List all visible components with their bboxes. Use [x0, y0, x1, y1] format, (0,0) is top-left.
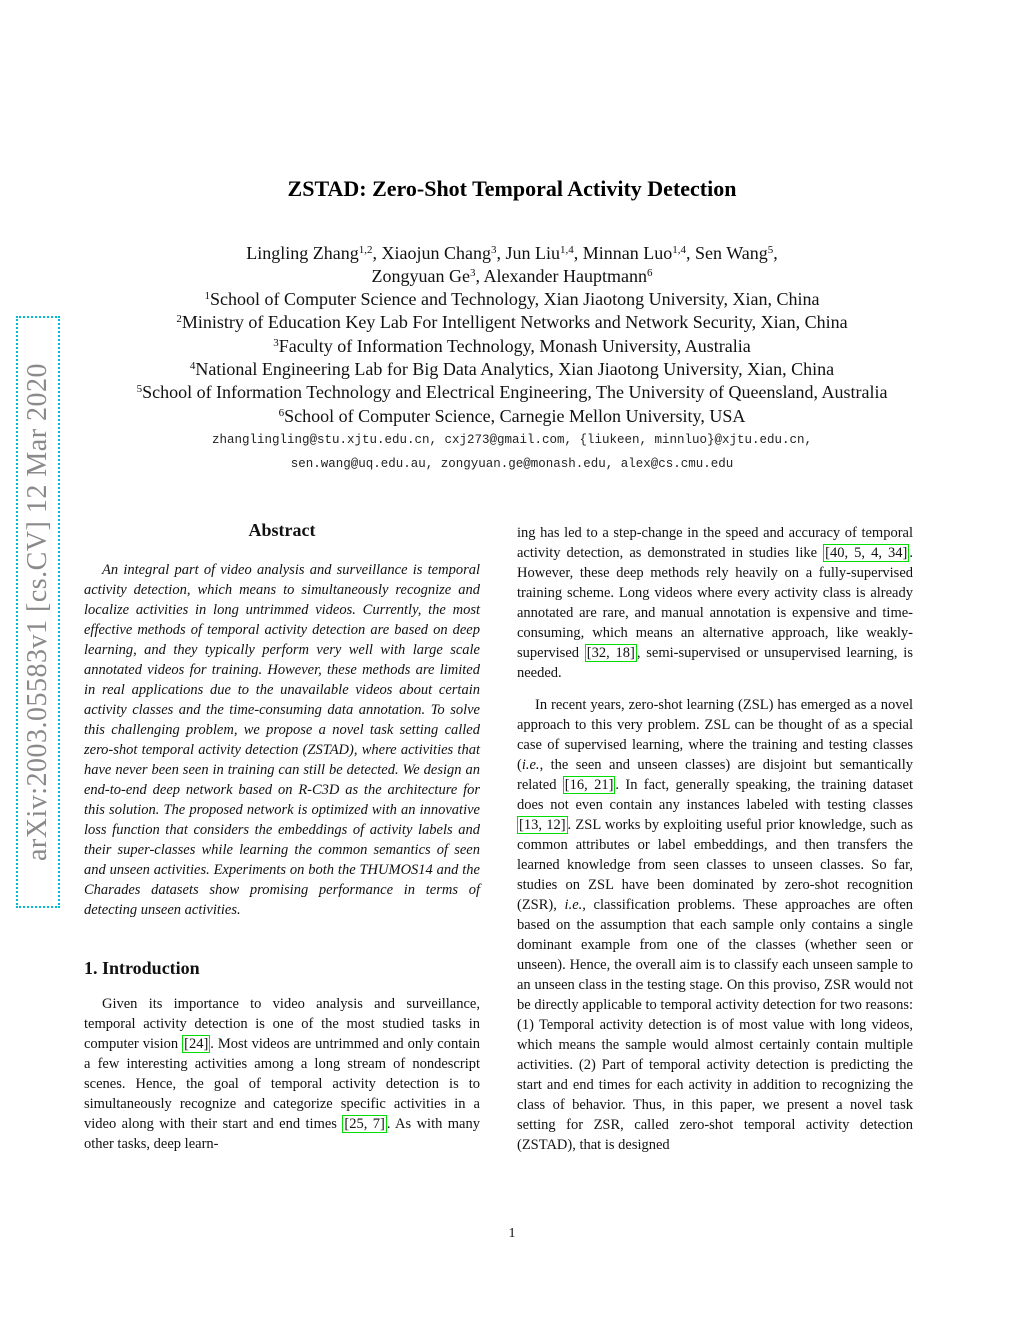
author-name: Lingling Zhang	[246, 243, 359, 263]
affiliation-1	[0, 288, 1024, 311]
citation-link[interactable]: [24]	[184, 1036, 209, 1052]
affiliation-text: National Engineering Lab for Big Data Analytics, Xian Jiaotong University, Xian, China	[195, 359, 835, 379]
paragraph-text: , the seen and unseen classes) are disjoint but semantically related	[517, 757, 913, 793]
affiliation-number: 2	[176, 313, 182, 325]
italic-abbreviation: i.e.	[564, 897, 583, 913]
author-affil-marker: 5	[767, 244, 774, 256]
arxiv-stamp-text: arXiv:2003.05583v1 [cs.CV] 12 Mar 2020	[22, 362, 53, 862]
paragraph-text: , classification problems. These approaches are often based on the assumption that each sample only contains a single dominant example from one of the classes (whether seen or unseen). Hence, the overall aim is to classify each unseen sample to an unseen class in the testing stage. On this proviso, ZSR would not be directly applicable to temporal activity detection for two reasons: (1) Temporal activity detection is of most value with long videos, which means the sample would almost certainly contain multiple activities. (2) Part of temporal activity detection is predicting the start and end times for each activity in addition to recognizing the class of behavior. Thus, in this paper, we present a novel task setting for ZSR, called zero-shot temporal activity detection (ZSTAD), that is designed	[517, 897, 913, 1153]
paragraph-text: . However, these deep methods rely heavily on a fully-supervised training scheme. Long videos where every activity class is already annotated are rare, and manual annotation is expensive and time-consuming, which means an alternative approach, like weakly-supervised	[517, 545, 913, 661]
author-name: , Minnan Luo	[573, 243, 673, 263]
affiliation-text: School of Computer Science and Technology, Xian Jiaotong University, Xian, China	[210, 289, 820, 309]
author-name: Zongyuan Ge	[371, 266, 471, 286]
author-affil-marker: 1,2	[358, 244, 373, 256]
affiliation-3	[0, 335, 1024, 358]
affiliation-2	[0, 311, 1024, 334]
affiliation-text: School of Computer Science, Carnegie Mellon University, USA	[284, 406, 746, 426]
author-name: , Alexander Hauptmann	[475, 266, 647, 286]
right-paragraph-continuation	[517, 523, 913, 683]
email-line-2: sen.wang@uq.edu.au, zongyuan.ge@monash.edu, alex@cs.cmu.edu	[290, 457, 734, 471]
paragraph-text: In recent years, zero-shot learning (ZSL) has emerged as a novel approach to this very problem. ZSL can be thought of as a special case of supervised learning, where the training and testing classes (	[517, 697, 913, 773]
author-separator: ,	[773, 243, 778, 263]
paragraph-text: ing has led to a step-change in the speed and accuracy of temporal activity detection, as demonstrated in studies like	[517, 525, 913, 561]
affiliation-text: School of Information Technology and Electrical Engineering, The University of Queensland, Australia	[142, 382, 888, 402]
author-name: , Sen Wang	[686, 243, 768, 263]
paragraph-text: . In fact, generally speaking, the training dataset does not even contain any instances labeled with testing classes	[517, 777, 913, 813]
citation-link[interactable]: [25, 7]	[344, 1116, 385, 1132]
affiliation-number: 6	[278, 407, 285, 419]
affiliation-6	[0, 405, 1024, 428]
abstract-text: An integral part of video analysis and surveillance is temporal activity detection, which means to simultaneously recognize and localize activities in long untrimmed videos. Currently, the most effective methods of temporal activity detection are based on deep learning, and they typically perform very well with large scale annotated videos for training. However, these methods are limited in real applications due to the unavailable videos about certain activity classes and the time-consuming data annotation. To solve this challenging problem, we propose a novel task setting called zero-shot temporal activity detection (ZSTAD), where activities that have never been seen in training can still be detected. We design an end-to-end deep network based on R-C3D as the architecture for this solution. The proposed network is optimized with an innovative loss function that considers the embeddings of activity labels and their super-classes while learning the common semantics of seen and unseen activities. Experiments on both the THUMOS14 and the Charades datasets show promising performance in terms of detecting unseen activities.	[84, 562, 480, 918]
affiliation-number: 1	[204, 290, 211, 302]
citation-link[interactable]: [16, 21]	[564, 777, 614, 793]
author-line-1	[0, 242, 1024, 265]
email-line-1: zhanglingling@stu.xjtu.edu.cn, cxj273@gmail.com, {liukeen, minnluo}@xjtu.edu.cn,	[211, 433, 813, 447]
affiliation-number: 3	[273, 337, 279, 349]
author-name: , Jun Liu	[496, 243, 561, 263]
affiliation-text: Faculty of Information Technology, Monash University, Australia	[278, 336, 751, 356]
author-affil-marker: 3	[491, 244, 497, 256]
italic-abbreviation: i.e.	[521, 757, 540, 773]
author-name: , Xiaojun Chang	[372, 243, 491, 263]
affiliation-text: Ministry of Education Key Lab For Intelligent Networks and Network Security, Xian, China	[181, 312, 848, 332]
author-affil-marker: 3	[470, 267, 476, 279]
section-heading-introduction: 1. Introduction	[84, 958, 200, 978]
affiliation-number: 5	[136, 383, 143, 395]
page-number: 1	[508, 1226, 516, 1241]
paragraph-text: , semi-supervised or unsupervised learning, is needed.	[517, 645, 913, 681]
citation-link[interactable]: [40, 5, 4, 34]	[825, 545, 908, 561]
abstract-heading: Abstract	[248, 520, 316, 540]
paragraph-text: . ZSL works by exploiting useful prior knowledge, such as common attributes or label embeddings, and then transfers the learned knowledge from seen classes to unseen classes. So far, studies on ZSL have been dominated by zero-shot recognition (ZSR),	[517, 817, 913, 913]
author-line-2	[0, 265, 1024, 288]
right-paragraph-zsl	[517, 695, 913, 1155]
author-affil-marker: 1,4	[560, 244, 574, 256]
affiliation-4	[0, 358, 1024, 381]
author-affil-marker: 1,4	[672, 244, 687, 256]
affiliation-number: 4	[189, 360, 196, 372]
intro-paragraph-1	[84, 994, 480, 1154]
citation-link[interactable]: [13, 12]	[519, 817, 566, 833]
affiliation-5	[0, 381, 1024, 404]
left-column	[84, 520, 480, 1154]
paragraph-text: . As with many other tasks, deep learn-	[84, 1116, 480, 1152]
paper-title: ZSTAD: Zero-Shot Temporal Activity Detection	[287, 176, 737, 201]
author-affil-marker: 6	[646, 267, 653, 279]
paragraph-text: . Most videos are untrimmed and only contain a few interesting activities among a long stream of nondescript scenes. Hence, the goal of temporal activity detection is to simultaneously recognize and categorize specific activities in a video along with their start and end times	[84, 1036, 480, 1132]
citation-link[interactable]: [32, 18]	[586, 645, 635, 661]
right-column	[517, 523, 913, 1155]
paragraph-text: Given its importance to video analysis and surveillance, temporal activity detection is one of the most studied tasks in computer vision	[84, 996, 480, 1052]
